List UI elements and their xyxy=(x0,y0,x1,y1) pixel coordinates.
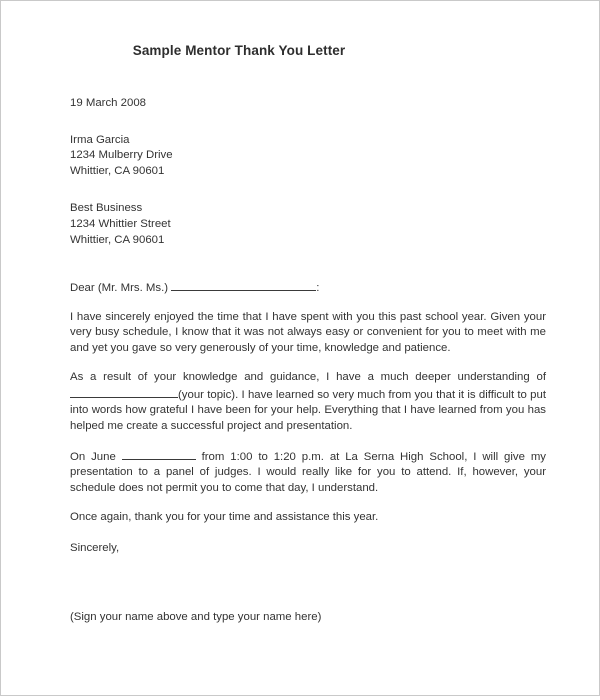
sender-street: 1234 Mulberry Drive xyxy=(70,149,173,162)
topic-blank-field[interactable] xyxy=(70,386,178,398)
paragraph-3-text-part-1: On June xyxy=(70,450,122,463)
sender-city-state-zip: Whittier, CA 90601 xyxy=(70,164,165,177)
recipient-street: 1234 Whittier Street xyxy=(70,217,171,230)
paragraph-2-text-part-1: As a result of your knowledge and guidance, I have a much deeper understanding of xyxy=(70,370,546,383)
spacer-before-paragraph-3 xyxy=(70,435,546,448)
sender-name: Irma Garcia xyxy=(70,133,130,146)
salutation-blank-field[interactable] xyxy=(171,279,316,291)
letter-body xyxy=(1,58,599,626)
paragraph-3 xyxy=(70,448,546,497)
spacer-after-date xyxy=(70,112,546,133)
paragraph-3-text-part-2: from 1:00 to 1:20 p.m. at La Serna High School, I will give my presentation to a panel of judges. I would really like for you to attend. If, however, your schedule does not permit you to come that day, I understand. xyxy=(70,450,546,495)
recipient-name: Best Business xyxy=(70,202,143,215)
spacer-before-closing xyxy=(70,525,546,541)
date-blank-field[interactable] xyxy=(122,448,196,460)
signature-note: (Sign your name above and type your name here) xyxy=(70,611,322,624)
letter-date: 19 March 2008 xyxy=(70,97,146,109)
salutation-line xyxy=(70,279,546,297)
recipient-address-block xyxy=(70,201,546,248)
paragraph-1: I have sincerely enjoyed the time that I have spent with you this past school year. Given your very busy schedule, I know that it was not always easy or convenient for you to meet with me and yet you gave so very generously of your time, knowledge and patience. xyxy=(70,310,546,355)
spacer-between-addresses xyxy=(70,179,546,201)
paragraph-2-text-part-2: (your topic). I have learned so very much from you that it is difficult to put into words how grateful I have been for your help. Everything that I have learned from you has helped me create a successful project and presentation. xyxy=(70,388,546,432)
spacer-before-paragraph-4 xyxy=(70,497,546,510)
salutation-prefix: Dear (Mr. Mrs. Ms.) xyxy=(70,282,172,295)
spacer-before-salutation xyxy=(70,248,546,279)
paragraph-2 xyxy=(70,370,546,435)
signature-space xyxy=(70,557,546,610)
closing-line: Sincerely, xyxy=(70,542,120,555)
spacer-before-paragraph-1 xyxy=(70,297,546,310)
recipient-city-state-zip: Whittier, CA 90601 xyxy=(70,233,165,246)
spacer-before-paragraph-2 xyxy=(70,357,546,370)
sender-address-block xyxy=(70,133,546,180)
salutation-suffix: : xyxy=(316,282,320,295)
paragraph-4: Once again, thank you for your time and assistance this year. xyxy=(70,510,379,523)
page-title: Sample Mentor Thank You Letter xyxy=(132,43,346,58)
